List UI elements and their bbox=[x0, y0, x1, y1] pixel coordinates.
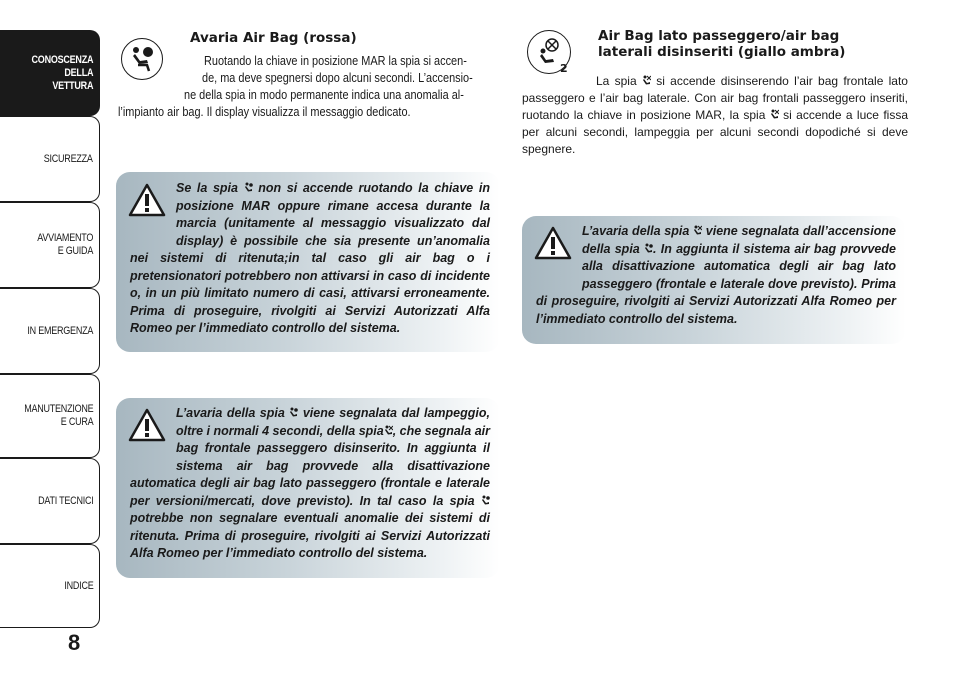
sidebar-nav bbox=[0, 0, 102, 640]
warning-text-part: , che segnala air bag frontale passeggero disinserito. In aggiunta il sistema air bag provvede alla disattivazione automatica degli air bag lato passeggero (frontale e laterale per versioni/mercati, dove previsto). In tal caso la spia bbox=[130, 423, 490, 508]
warning-text-part: non si accende ruotando la chiave in posizione MAR oppure rimane accesa durante la marcia (unitamente al messaggio visualizzato dal display) è possibile che sia presente un’anomalia nei sistemi di ritenuta;in tal caso gli air bag o i pretensionatori potrebbero non attivarsi in caso di incidente o, in un più limitato numero di casi, attivarsi erroneamente. Prima di proseguire, rivolgiti ai Servizi Autorizzati Alfa Romeo per l’immediato controllo del sistema. bbox=[130, 181, 490, 335]
tab-indice[interactable] bbox=[0, 544, 100, 628]
warning-text-part: . In aggiunta il sistema air bag provvede alla disattivazione automatica degli air bag lato passeggero (frontale e laterale dove previsto). Prima di proseguire, rivolgiti ai Servizi Autorizzati Alfa Romeo per l’immediato controllo del sistema. bbox=[536, 241, 896, 326]
airbag-warning-icon bbox=[289, 407, 298, 418]
tab-label: DATI TECNICI bbox=[37, 494, 93, 507]
section-heading-airbag-off-line2: laterali disinseriti (giallo ambra) bbox=[598, 44, 846, 60]
left-body-line: Ruotando la chiave in posizione MAR la spia si accen- bbox=[204, 53, 467, 68]
tab-sicurezza[interactable] bbox=[0, 116, 100, 202]
tab-label: SICUREZZA bbox=[44, 152, 93, 165]
right-body-part: si accende disinserendo l’air bag frontale lato passeggero e l’air bag laterale. Con air bag frontali passeggero inseriti, ruotando la chiave in posizione MAR, la spia bbox=[522, 74, 908, 122]
right-body-part: La spia bbox=[596, 74, 637, 88]
passenger-airbag-off-icon bbox=[384, 425, 393, 436]
tab-dati-tecnici[interactable] bbox=[0, 458, 100, 544]
passenger-airbag-off-icon bbox=[770, 109, 779, 120]
warning-text-part: L’avaria della spia bbox=[176, 406, 285, 420]
tab-conoscenza-della-vettura[interactable] bbox=[0, 30, 100, 116]
airbag-warning-icon bbox=[644, 243, 653, 254]
tab-label: CONOSCENZA DELLA VETTURA bbox=[31, 53, 93, 92]
warning-text-part: L’avaria della spia bbox=[582, 224, 690, 238]
warning-text-part: viene segnalata dall’accensione della spia bbox=[582, 224, 896, 256]
right-body-text bbox=[522, 73, 908, 158]
tab-in-emergenza[interactable] bbox=[0, 288, 100, 374]
airbag-warning-icon bbox=[244, 182, 253, 193]
tab-label: MANUTENZIONE E CURA bbox=[23, 403, 93, 428]
airbag-warning-icon bbox=[481, 495, 490, 506]
tab-label: INDICE bbox=[63, 579, 93, 592]
left-body-text bbox=[118, 52, 570, 120]
warning-text-part: Se la spia bbox=[176, 181, 238, 195]
warning-text-2 bbox=[130, 405, 490, 563]
section-heading-airbag-fault: Avaria Air Bag (rossa) bbox=[190, 30, 357, 46]
right-body-part: si accende a luce fissa per alcuni secondi, lampeggia per alcuni secondi dopodiché si deve spegnere. bbox=[522, 108, 908, 156]
tab-manutenzione-e-cura[interactable] bbox=[0, 374, 100, 458]
left-body-line: l’impianto air bag. Il display visualizza il messaggio dedicato. bbox=[118, 104, 411, 119]
warning-text-part: viene segnalata dal lampeggio, oltre i normali 4 secondi, della spia bbox=[176, 406, 490, 438]
page-number: 8 bbox=[68, 630, 81, 655]
tab-label: AVVIAMENTO E GUIDA bbox=[37, 232, 93, 257]
icon-badge-number: 2 bbox=[560, 62, 568, 75]
tab-avviamento-e-guida[interactable] bbox=[0, 202, 100, 288]
section-heading-airbag-off-line1: Air Bag lato passeggero/air bag bbox=[598, 28, 840, 44]
left-body-line: ne della spia in modo permanente indica una anomalia al- bbox=[184, 87, 464, 102]
left-body-line: de, ma deve spegnersi dopo alcuni secondi. L’accensio- bbox=[202, 70, 473, 85]
passenger-airbag-off-icon bbox=[642, 75, 651, 86]
warning-text-part: potrebbe non segnalare eventuali anomalie dei sistemi di ritenuta. Prima di proseguire, rivolgiti ai Servizi Autorizzati Alfa Romeo per l’immediato controllo del sistema. bbox=[130, 511, 490, 560]
tab-label: IN EMERGENZA bbox=[27, 324, 93, 337]
passenger-airbag-off-icon bbox=[693, 225, 702, 236]
warning-text-1 bbox=[130, 180, 490, 338]
warning-text-3 bbox=[536, 223, 896, 328]
